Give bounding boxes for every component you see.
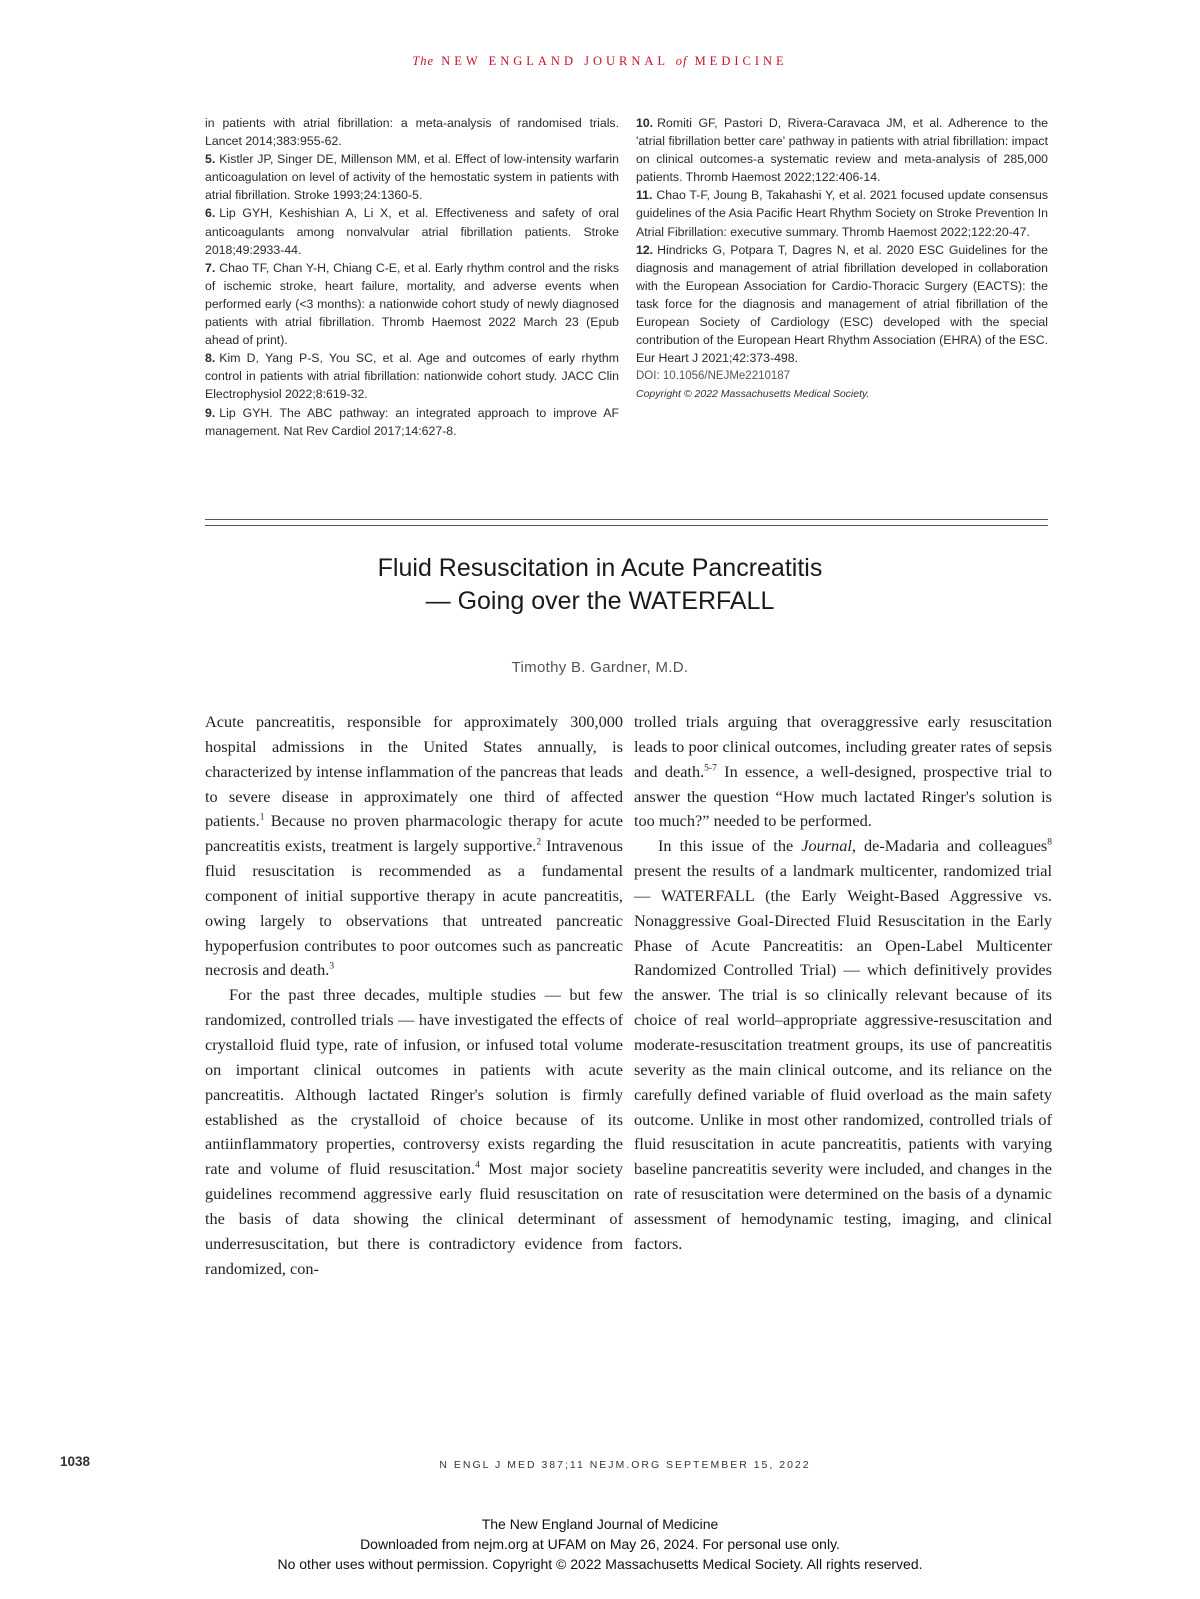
journal-masthead (0, 54, 1200, 69)
journal-italic: Journal (801, 836, 852, 856)
reference-item: in patients with atrial fibrillation: a meta-analysis of randomised trials. Lancet 2014;383:955-62. (205, 116, 619, 149)
journal-citation-footer: N ENGL J MED 387;11 NEJM.ORG SEPTEMBER 15, 2022 (439, 1459, 811, 1471)
download-notice-title: The New England Journal of Medicine (481, 1516, 719, 1532)
body-left-column (205, 710, 623, 1281)
body-right-column (634, 710, 1052, 1257)
doi-link[interactable]: DOI: 10.1056/NEJMe2210187 (636, 370, 791, 383)
references-left-column (205, 114, 619, 440)
download-notice-rights: No other uses without permission. Copyright © 2022 Massachusetts Medical Society. All rights reserved. (277, 1556, 923, 1572)
page-number: 1038 (60, 1454, 91, 1469)
reference-item: 5. Kistler JP, Singer DE, Millenson MM, et al. Effect of low-intensity warfarin anticoagulation on level of activity of the hemostatic system in patients with atrial fibrillation. Stroke 1993;24:1360-5. (205, 152, 619, 203)
citation-ref[interactable]: 8 (1047, 837, 1053, 848)
reference-item: 6. Lip GYH, Keshishian A, Li X, et al. Effectiveness and safety of oral anticoagulants among nonvalvular atrial fibrillation patients. Stroke 2018;49:2933-44. (205, 206, 619, 257)
citation-ref[interactable]: 1 (259, 812, 265, 823)
copyright-note: Copyright © 2022 Massachusetts Medical Society. (636, 388, 870, 401)
section-divider-top (205, 519, 1048, 520)
references-right-column (636, 114, 1048, 404)
reference-item: 10. Romiti GF, Pastori D, Rivera-Caravaca JM, et al. Adherence to the 'atrial fibrillation better care' pathway in patients with atrial fibrillation: impact on clinical outcomes-a systematic review and meta-analysis of 285,000 patients. Thromb Haemost 2022;122:406-14. (636, 116, 1048, 185)
section-divider-bottom (205, 525, 1048, 526)
masthead-medicine: MEDICINE (694, 54, 788, 68)
reference-item: 7. Chao TF, Chan Y-H, Chiang C-E, et al. Early rhythm control and the risks of ischemic stroke, heart failure, mortality, and adverse events when performed early (<3 months): a nationwide cohort study of newly diagnosed patients with atrial fibrillation. Thromb Haemost 2022 March 23 (Epub ahead of print). (205, 260, 619, 348)
masthead-the: The (412, 54, 435, 68)
reference-item: 9. Lip GYH. The ABC pathway: an integrated approach to improve AF management. Nat Rev Cardiol 2017;14:627-8. (205, 405, 619, 438)
title-line-2: — Going over the WATERFALL (425, 587, 775, 615)
paragraph: Acute pancreatitis, responsible for approximately 300,000 hospital admissions in the United States annually, is characterized by intense inflammation of the pancreas that leads to severe disease in approximately one third of affected patients.$^1$ Because no proven pharmacologic therapy for acute pancreatitis exists, treatment is largely supportive.$^2$ Intravenous fluid resuscitation is recommended as a fundamental component of initial supportive therapy in acute pancreatitis, owing largely to observations that untreated pancreatic hypoperfusion contributes to poor outcomes such as pancreatic necrosis and death.$^3$ (205, 712, 623, 980)
paragraph: For the past three decades, multiple studies — but few randomized, controlled trials — have investigated the effects of crystalloid fluid type, rate of infusion, or infused total volume on important clinical outcomes in patients with acute pancreatitis. Although lactated Ringer's solution is firmly established as the crystalloid of choice because of its antiinflammatory properties, controversy exists regarding the rate and volume of fluid resuscitation.$^4$ Most major society guidelines recommend aggressive early fluid resuscitation on the basis of data showing the clinical determinant of underresuscitation, but there is contradictory evidence from randomized, con- (205, 985, 624, 1278)
citation-ref[interactable]: 4 (475, 1160, 480, 1171)
reference-item: 11. Chao T-F, Joung B, Takahashi Y, et al. 2021 focused update consensus guidelines of the Asia Pacific Heart Rhythm Society on Stroke Prevention In Atrial Fibrillation: executive summary. Thromb Haemost 2022;122:20-47. (636, 188, 1048, 239)
masthead-of: of (675, 54, 688, 68)
article-author: Timothy B. Gardner, M.D. (511, 659, 689, 676)
article-title (0, 552, 1200, 618)
reference-item: 8. Kim D, Yang P-S, You SC, et al. Age and outcomes of early rhythm control in patients with atrial fibrillation: nationwide cohort study. JACC Clin Electrophysiol 2022;8:619-32. (205, 351, 619, 402)
download-notice-source: Downloaded from nejm.org at UFAM on May 26, 2024. For personal use only. (360, 1536, 840, 1552)
citation-ref[interactable]: 5-7 (704, 763, 717, 774)
citation-ref[interactable]: 2 (536, 837, 542, 848)
paragraph: trolled trials arguing that overaggressive early resuscitation leads to poor clinical outcomes, including greater rates of sepsis and death.$^{5-7}$ In essence, a well-designed, prospective trial to answer the question “How much lactated Ringer's solution is too much?” needed to be performed. (634, 712, 1053, 831)
paragraph: In this issue of the Journal, de-Madaria and colleagues$^8$ present the results of a landmark multicenter, randomized trial — WATERFALL (the Early Weight-Based Aggressive vs. Nonaggressive Goal-Directed Fluid Resuscitation in the Early Phase of Acute Pancreatitis: an Open-Label Multicenter Randomized Controlled Trial) — which definitively provides the answer. The trial is so clinically relevant because of its choice of real world–appropriate aggressive-resuscitation and moderate-resuscitation treatment groups, its use of pancreatitis severity as the main clinical outcome, and its reliance on the carefully defined variable of fluid overload as the main safety outcome. Unlike in most other randomized, controlled trials of fluid resuscitation in acute pancreatitis, patients with varying baseline pancreatitis severity were included, and changes in the rate of resuscitation were determined on the basis of a dynamic assessment of hemodynamic testing, imaging, and clinical factors. (634, 836, 1053, 1253)
citation-ref[interactable]: 3 (329, 962, 335, 973)
masthead-name: NEW ENGLAND JOURNAL (441, 54, 669, 68)
reference-item: 12. Hindricks G, Potpara T, Dagres N, et al. 2020 ESC Guidelines for the diagnosis and management of atrial fibrillation developed in collaboration with the European Association for Cardio-Thoracic Surgery (EACTS): the task force for the diagnosis and management of atrial fibrillation of the European Society of Cardiology (ESC) developed with the special contribution of the European Heart Rhythm Association (EHRA) of the ESC. Eur Heart J 2021;42:373-498. (636, 242, 1048, 366)
title-line-1: Fluid Resuscitation in Acute Pancreatitis (377, 554, 823, 582)
